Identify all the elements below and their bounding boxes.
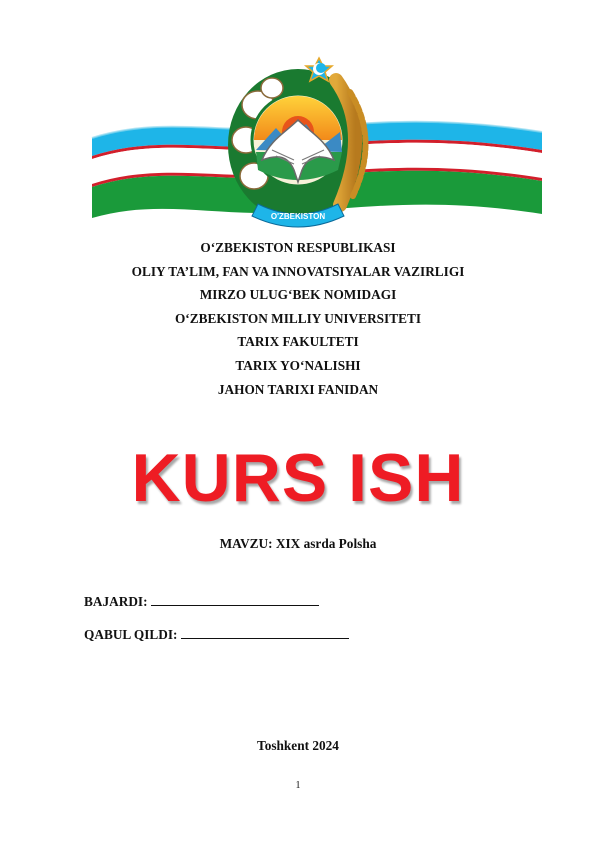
- header-line-university: O‘ZBEKISTON MILLIY UNIVERSITETI: [174, 310, 422, 326]
- header-line-direction: TARIX YO‘NALISHI: [235, 357, 361, 373]
- header-line-named-after: MIRZO ULUG‘BEK NOMIDAGI: [199, 287, 397, 303]
- accepted-by-line: [84, 626, 349, 643]
- accepted-by-blank: [181, 626, 349, 639]
- page-number: 1: [295, 780, 301, 791]
- uzbekistan-state-emblem-icon: [0, 0, 596, 240]
- emblem-center: [252, 94, 344, 186]
- topic-line: MAVZU: XIX asrda Polsha: [219, 536, 377, 551]
- header-line-republic: O‘ZBEKISTON RESPUBLIKASI: [200, 240, 396, 255]
- header-line-faculty: TARIX FAKULTETI: [237, 334, 359, 350]
- city-year: Toshkent 2024: [257, 738, 339, 753]
- document-title: KURS ISH: [131, 440, 465, 516]
- accepted-by-label: QABUL QILDI:: [84, 627, 178, 642]
- header-line-ministry: OLIY TA’LIM, FAN VA INNOVATSIYALAR VAZIRLIGI: [131, 263, 465, 279]
- performed-by-line: [84, 593, 319, 610]
- header-line-subject: JAHON TARIXI FANIDAN: [217, 381, 379, 397]
- institution-header: [0, 236, 596, 401]
- performed-by-blank: [151, 593, 319, 606]
- emblem-banner: [0, 0, 596, 240]
- performed-by-label: BAJARDI:: [84, 594, 148, 609]
- emblem-ribbon-text: O'ZBEKISTON: [270, 212, 326, 221]
